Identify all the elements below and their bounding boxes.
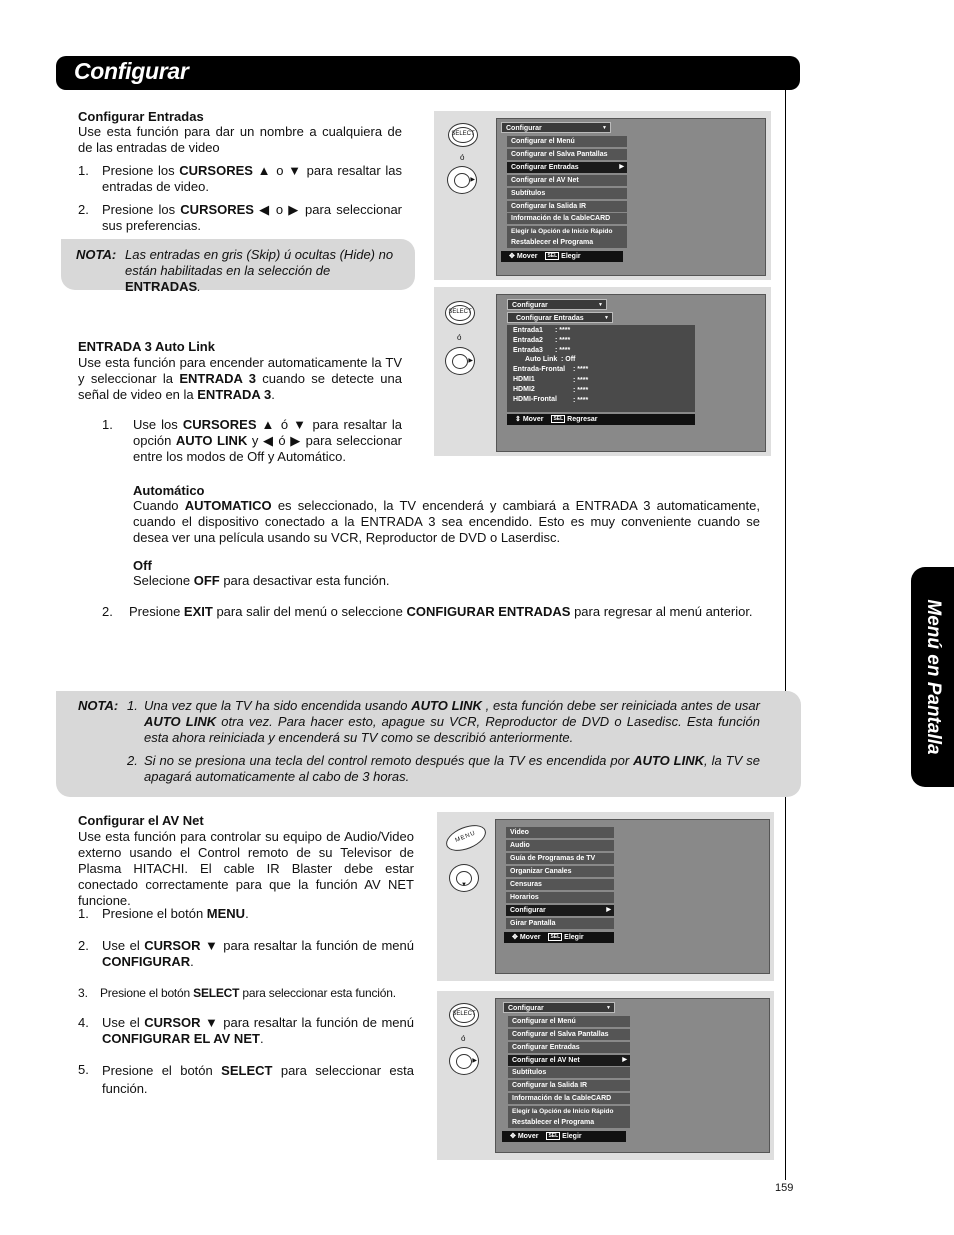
- section1-step1-number: 1.: [78, 163, 89, 178]
- menu-item-label: Configurar el AV Net: [512, 1057, 580, 1064]
- text-bold: CURSOR: [144, 1015, 201, 1030]
- menu-header: [507, 299, 607, 310]
- menu-item[interactable]: Restablecer el Programa: [508, 1117, 630, 1128]
- page-title: Configurar: [74, 58, 189, 84]
- submenu-header-label: Configurar Entradas: [516, 315, 584, 322]
- section1-step1: [102, 163, 402, 195]
- text: otra vez. Para hacer esto, apague su VCR, Reproductor de DVD o Lasedisc. Esta función esta ahora reiniciada y encenderá su TV como se describió anteriormente.: [144, 714, 760, 745]
- menu-item[interactable]: Configurar la Salida IR: [508, 1080, 630, 1091]
- tv-screen-panel-2: [434, 287, 771, 456]
- right-arrow-icon: ▶: [622, 1057, 627, 1063]
- tv-screen-1: [496, 118, 766, 276]
- text-bold: ENTRADA 3: [179, 371, 256, 386]
- cursor-button-icon: [449, 864, 479, 892]
- text-bold: AUTO LINK: [144, 714, 217, 729]
- menu-item[interactable]: Subtítulos: [508, 1067, 630, 1078]
- sel-tag: SEL: [548, 1133, 559, 1140]
- text: Una vez que la TV ha sido encendida usando: [144, 698, 412, 713]
- input-row-label[interactable]: Entrada1: [513, 327, 543, 334]
- text: , la TV se apagará automaticamente al cabo de 3 horas.: [144, 753, 760, 784]
- input-row-value: : ****: [573, 377, 589, 384]
- menu-button-label: MENU: [454, 830, 477, 844]
- right-arrow-icon: ▶: [468, 358, 473, 364]
- section3-step3: [100, 985, 396, 1001]
- select-button-icon: [449, 1003, 479, 1027]
- text: Presione los: [102, 163, 180, 178]
- or-label: ó: [460, 153, 465, 162]
- note2-p1: [144, 698, 760, 746]
- text: .: [271, 387, 275, 402]
- submenu-header: [507, 312, 613, 323]
- text: ▼ para resaltar la función de menú: [200, 1015, 414, 1030]
- cursor-button-icon: [447, 166, 477, 194]
- menu-item[interactable]: Configurar la Salida IR: [507, 201, 627, 212]
- menu-item-selected[interactable]: [507, 162, 627, 173]
- section3-step1-number: 1.: [78, 906, 89, 921]
- text: Use el: [102, 1015, 145, 1030]
- chevron-down-icon: ▼: [606, 1005, 611, 1011]
- text: para salir del menú o seleccione: [212, 604, 407, 619]
- text: .: [197, 279, 201, 294]
- section2-step2: [129, 604, 753, 620]
- text: es seleccionado, la TV encenderá y cambiará a ENTRADA 3 automaticamente, cuando el dispositivo conectado a la ENTRADA 3 sea encendido. Esto es muy conveniente cuando se desea ver una película usando su VCR, Reproductor de DVD o Laserdisc.: [133, 498, 760, 545]
- text: para desactivar esta función.: [219, 573, 390, 588]
- action-label: Elegir: [562, 1133, 582, 1140]
- menu-header-label: Configurar: [512, 302, 548, 309]
- text-bold: CURSORES: [180, 202, 254, 217]
- text: Presione el botón: [102, 906, 207, 921]
- input-row-label[interactable]: HDMI2: [513, 386, 535, 393]
- menu-item[interactable]: Elegir la Opción de Inicio Rápido: [508, 1106, 630, 1117]
- menu-status-bar: [501, 251, 623, 262]
- text: Cuando: [133, 498, 185, 513]
- move-arrows-icon: ✥: [509, 253, 517, 260]
- text: Use los: [133, 417, 183, 432]
- note2-p1-number: 1.: [127, 698, 138, 713]
- input-list: [507, 325, 695, 412]
- sel-tag: SEL: [553, 416, 564, 423]
- menu-item[interactable]: Censuras: [506, 879, 614, 890]
- menu-item[interactable]: Subtítulos: [507, 188, 627, 199]
- text-bold: MENU: [206, 906, 246, 921]
- side-tab: [911, 567, 954, 787]
- menu-item-label: Configurar: [510, 907, 546, 914]
- menu-header: [501, 122, 611, 133]
- menu-button-icon: [442, 820, 489, 856]
- sel-tag: SEL: [550, 934, 561, 941]
- section-title-auto-link: ENTRADA 3 Auto Link: [78, 339, 215, 354]
- tv-screen-panel-3: [437, 812, 774, 981]
- text-bold: OFF: [193, 573, 220, 588]
- text: Las entradas en gris (Skip) ú ocultas (Hide) no están habilitadas en la selección de: [125, 247, 394, 278]
- menu-item[interactable]: Configurar Entradas: [508, 1042, 630, 1053]
- menu-item[interactable]: Configurar el Menú: [507, 136, 627, 147]
- text: Use esta función para encender automaticamente la TV y seleccionar la: [78, 355, 402, 386]
- down-arrow-icon: ▼: [461, 882, 467, 888]
- section3-step2: [102, 938, 414, 970]
- text: cuando se detecte una señal de video en la: [78, 371, 402, 402]
- automatico-text: [133, 498, 760, 546]
- move-arrows-icon: ✥: [510, 1133, 518, 1140]
- cursor-button-icon: [445, 347, 475, 375]
- section3-step5-number: 5.: [78, 1062, 89, 1077]
- section-title-configurar-entradas: Configurar Entradas: [78, 109, 204, 124]
- input-row-value: : Off: [561, 356, 576, 363]
- input-row-label[interactable]: Entrada-Frontal: [513, 366, 566, 373]
- text: ▼ para resaltar la función de menú: [200, 938, 414, 953]
- input-row-label[interactable]: HDMI1: [513, 376, 535, 383]
- text: Presione el botón: [102, 1063, 222, 1078]
- menu-item[interactable]: Información de la CableCARD: [508, 1093, 630, 1104]
- right-arrow-icon: ▶: [472, 1058, 477, 1064]
- action-label: Regresar: [567, 416, 598, 423]
- or-label: ó: [457, 333, 462, 342]
- menu-item[interactable]: Restablecer el Programa: [507, 237, 627, 248]
- text-bold: ENTRADA 3: [197, 387, 272, 402]
- text: y ◀ ó ▶ para seleccionar entre los modos de Off y Automático.: [133, 433, 403, 464]
- section2-step1-number: 1.: [102, 417, 113, 432]
- text: .: [190, 954, 194, 969]
- menu-item[interactable]: Guía de Programas de TV: [506, 853, 614, 864]
- menu-item[interactable]: Organizar Canales: [506, 866, 614, 877]
- right-arrow-icon: ▶: [606, 907, 611, 913]
- input-row-value: : ****: [555, 347, 571, 354]
- section-title-av-net: Configurar el AV Net: [78, 813, 204, 828]
- text: ◀ o ▶ para seleccionar sus preferencias.: [102, 202, 403, 233]
- text-bold: AUTO LINK: [411, 698, 482, 713]
- chevron-down-icon: ▼: [602, 125, 607, 131]
- text-bold: EXIT: [183, 604, 213, 619]
- menu-item-selected[interactable]: [506, 905, 614, 916]
- section3-step4-number: 4.: [78, 1015, 89, 1030]
- tv-screen-panel-1: [434, 111, 771, 280]
- text-bold: ENTRADAS: [125, 279, 198, 294]
- move-arrows-icon: ⇕: [515, 416, 523, 423]
- text-bold: CONFIGURAR EL AV NET: [102, 1031, 260, 1046]
- menu-header-label: Configurar: [508, 1005, 544, 1012]
- input-row-value: : ****: [573, 397, 589, 404]
- section1-step2-number: 2.: [78, 202, 89, 217]
- section3-step2-number: 2.: [78, 938, 89, 953]
- section3-step5: [102, 1062, 414, 1098]
- select-button-label: SELECT: [451, 131, 475, 137]
- section2-step1: [133, 417, 402, 465]
- text-bold: AUTOMATICO: [184, 498, 272, 513]
- section3-step1: [102, 906, 249, 922]
- move-label: Mover: [516, 253, 538, 260]
- text-bold: CURSORES: [179, 163, 253, 178]
- menu-item[interactable]: Configurar el Salva Pantallas: [507, 149, 627, 160]
- menu-item-selected[interactable]: [508, 1055, 630, 1066]
- note2-p2: [144, 753, 760, 785]
- note1-text: [125, 247, 403, 295]
- menu-item[interactable]: Girar Pantalla: [506, 918, 614, 929]
- select-button-label: SELECT: [448, 309, 472, 315]
- text-bold: CONFIGURAR ENTRADAS: [406, 604, 571, 619]
- menu-header: [503, 1002, 615, 1013]
- right-arrow-icon: ▶: [470, 177, 475, 183]
- side-tab-label: Menú en Pantalla: [923, 599, 944, 755]
- move-arrows-icon: ✥: [512, 934, 520, 941]
- section1-step2: [102, 202, 402, 234]
- menu-item[interactable]: Audio: [506, 840, 614, 851]
- right-arrow-icon: ▶: [619, 164, 624, 170]
- menu-item[interactable]: Horarios: [506, 892, 614, 903]
- tv-screen-4: [495, 998, 770, 1153]
- text: .: [259, 1031, 264, 1046]
- menu-header-label: Configurar: [506, 125, 542, 132]
- note2-p2-number: 2.: [127, 753, 138, 768]
- column-divider: [785, 90, 786, 1180]
- section2-intro: [78, 355, 402, 403]
- note2-label: NOTA:: [78, 698, 119, 713]
- cursor-button-icon: [449, 1047, 479, 1075]
- menu-item-label: Configurar Entradas: [511, 164, 579, 171]
- input-row-label[interactable]: Entrada2: [513, 337, 543, 344]
- chevron-down-icon: ▼: [604, 315, 609, 321]
- text: ▲ o ▼ para resaltar las entradas de video.: [102, 163, 402, 194]
- text: para regresar al menú anterior.: [570, 604, 753, 619]
- text: para seleccionar esta función.: [239, 986, 396, 1000]
- text: .: [245, 906, 249, 921]
- text: Si no se presiona una tecla del control remoto después que la TV es encendida por: [144, 753, 634, 768]
- action-label: Elegir: [564, 934, 584, 941]
- menu-item[interactable]: Información de la CableCARD: [507, 213, 627, 224]
- action-label: Elegir: [561, 253, 581, 260]
- text: Presione el botón: [100, 986, 194, 1000]
- text-bold: SELECT: [221, 1063, 273, 1078]
- text: Presione: [129, 604, 184, 619]
- automatico-title: Automático: [133, 483, 205, 498]
- off-title: Off: [133, 558, 152, 573]
- text-bold: AUTO LINK: [633, 753, 704, 768]
- select-button-label: SELECT: [452, 1011, 476, 1017]
- input-row-label[interactable]: Entrada3: [513, 347, 543, 354]
- input-row-label[interactable]: Auto Link: [525, 356, 558, 363]
- note1-label: NOTA:: [76, 247, 117, 262]
- menu-status-bar: [504, 932, 614, 943]
- tv-screen-3: [495, 819, 770, 974]
- input-row-label[interactable]: HDMI-Frontal: [513, 396, 557, 403]
- menu-item[interactable]: Configurar el Menú: [508, 1016, 630, 1027]
- text: para seleccionar esta función.: [102, 1063, 414, 1096]
- menu-item[interactable]: Configurar el AV Net: [507, 175, 627, 186]
- text-bold: CURSOR: [144, 938, 201, 953]
- menu-status-bar: [507, 414, 695, 425]
- input-row-value: : ****: [573, 366, 589, 373]
- text-bold: SELECT: [193, 986, 240, 1000]
- menu-status-bar: [502, 1131, 626, 1142]
- menu-item[interactable]: Elegir la Opción de Inicio Rápido: [507, 226, 627, 237]
- menu-item[interactable]: Video: [506, 827, 614, 838]
- section3-step3-number: 3.: [78, 986, 89, 1000]
- input-row-value: : ****: [555, 337, 571, 344]
- tv-screen-panel-4: [437, 991, 774, 1160]
- input-row-value: : ****: [573, 387, 589, 394]
- text-bold: AUTO LINK: [175, 433, 248, 448]
- text: Presione los: [102, 202, 181, 217]
- section3-intro: Use esta función para controlar su equipo de Audio/Video externo usando el Control remoto de su Televisor de Plasma HITACHI. El cable IR Blaster debe estar conectado correctamente para que la función AV NET funcione.: [78, 829, 414, 908]
- text: Use el: [102, 938, 145, 953]
- text: ▲ ó ▼ para resaltar la opción: [133, 417, 402, 448]
- page-number: 159: [775, 1182, 794, 1194]
- section3-step4: [102, 1015, 414, 1047]
- text: , esta función debe ser reiniciada antes de usar: [481, 698, 760, 713]
- menu-item[interactable]: Configurar el Salva Pantallas: [508, 1029, 630, 1040]
- sel-tag: SEL: [547, 253, 558, 260]
- input-row-value: : ****: [555, 327, 571, 334]
- move-label: Mover: [519, 934, 541, 941]
- move-label: Mover: [517, 1133, 539, 1140]
- off-text: [133, 573, 390, 589]
- section1-intro: Use esta función para dar un nombre a cualquiera de de las entradas de video: [78, 124, 402, 155]
- select-button-icon: [445, 301, 475, 325]
- section2-step2-number: 2.: [102, 604, 113, 619]
- text: Selecione: [133, 573, 194, 588]
- chevron-down-icon: ▼: [598, 302, 603, 308]
- text-bold: CONFIGURAR: [102, 954, 191, 969]
- move-label: Mover: [522, 416, 544, 423]
- or-label: ó: [461, 1034, 466, 1043]
- text-bold: CURSORES: [182, 417, 257, 432]
- select-button-icon: [448, 123, 478, 147]
- tv-screen-2: [496, 294, 766, 452]
